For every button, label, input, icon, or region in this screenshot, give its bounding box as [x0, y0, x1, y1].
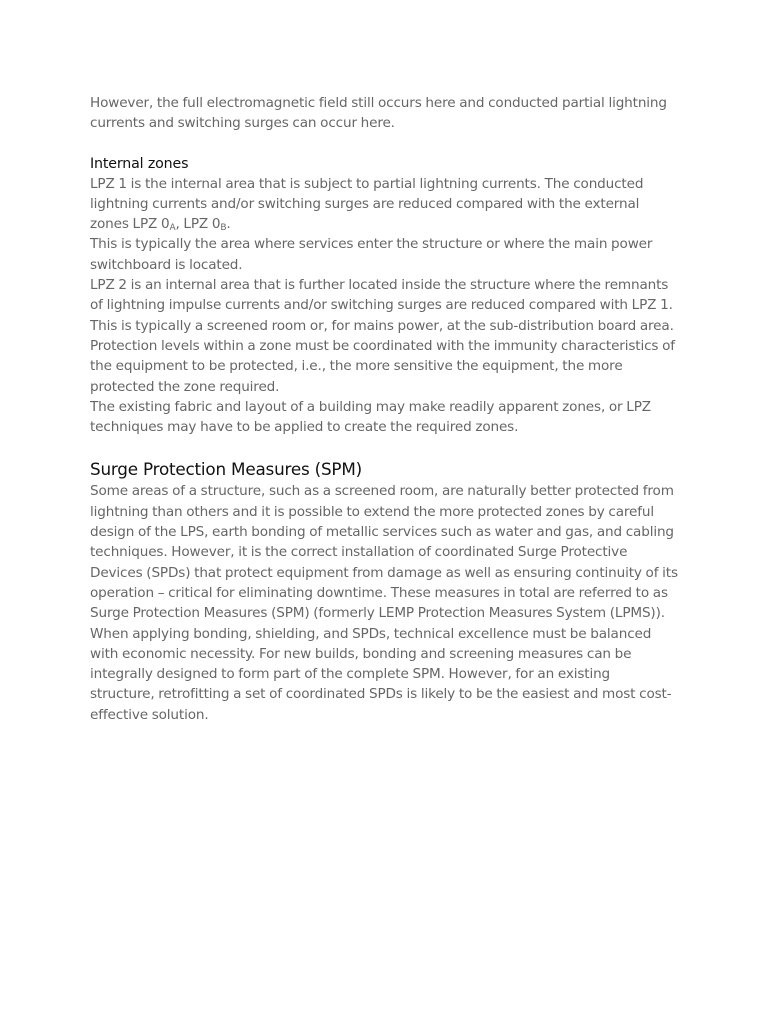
document-content — [90, 93, 678, 725]
lpz0b-subscript: B — [220, 223, 227, 234]
lpz2-paragraph: LPZ 2 is an internal area that is further located inside the structure where the remnants of lightning impulse currents and/or switching surges are reduced compared with LPZ 1. — [90, 277, 673, 314]
spm-applying-paragraph: When applying bonding, shielding, and SPDs, technical excellence must be balanced with economic necessity. For new builds, bonding and screening measures can be integrally designed to form part of the complete SPM. However, for an existing structure, retrofitting a set of coordinated SPDs is likely to be the easiest and most cost-effective solution. — [90, 625, 672, 723]
lpz2-detail-paragraph: This is typically a screened room or, for mains power, at the sub-distribution board area. Protection levels within a zone must be coordinated with the immunity characteristics of the equipment to be protected, i.e., the more sensitive the equipment, the more protected the zone required. — [90, 317, 675, 395]
spm-intro-paragraph: Some areas of a structure, such as a screened room, are naturally better protected from lightning than others and it is possible to extend the more protected zones by careful design of the LPS, earth bonding of metallic services such as water and gas, and cabling techniques. However, it is the correct installation of coordinated Surge Protective Devices (SPDs) that protect equipment from damage as well as ensuring continuity of its operation – critical for eliminating downtime. These measures in total are referred to as Surge Protection Measures (SPM) (formerly LEMP Protection Measures System (LPMS)). — [90, 483, 678, 622]
intro-paragraph: However, the full electromagnetic field still occurs here and conducted partial lightning currents and switching surges can occur here. — [90, 95, 667, 132]
lpz1-text-end: . — [226, 216, 231, 233]
lpz1-detail-paragraph: This is typically the area where services enter the structure or where the main power switchboard is located. — [90, 236, 653, 273]
lpz1-text: LPZ 1 is the internal area that is subject to partial lightning currents. The conducted lightning currents and/or switching surges are reduced compared with the external zones LPZ 0 — [90, 175, 644, 233]
lpz1-paragraph — [90, 174, 678, 235]
fabric-paragraph: The existing fabric and layout of a building may make readily apparent zones, or LPZ techniques may have to be applied to create the required zones. — [90, 398, 651, 436]
internal-zones-heading: Internal zones — [90, 155, 189, 172]
lpz0a-subscript: A — [169, 223, 176, 234]
lpz1-text-mid: , LPZ 0 — [175, 216, 221, 233]
spm-heading: Surge Protection Measures (SPM) — [90, 459, 362, 480]
